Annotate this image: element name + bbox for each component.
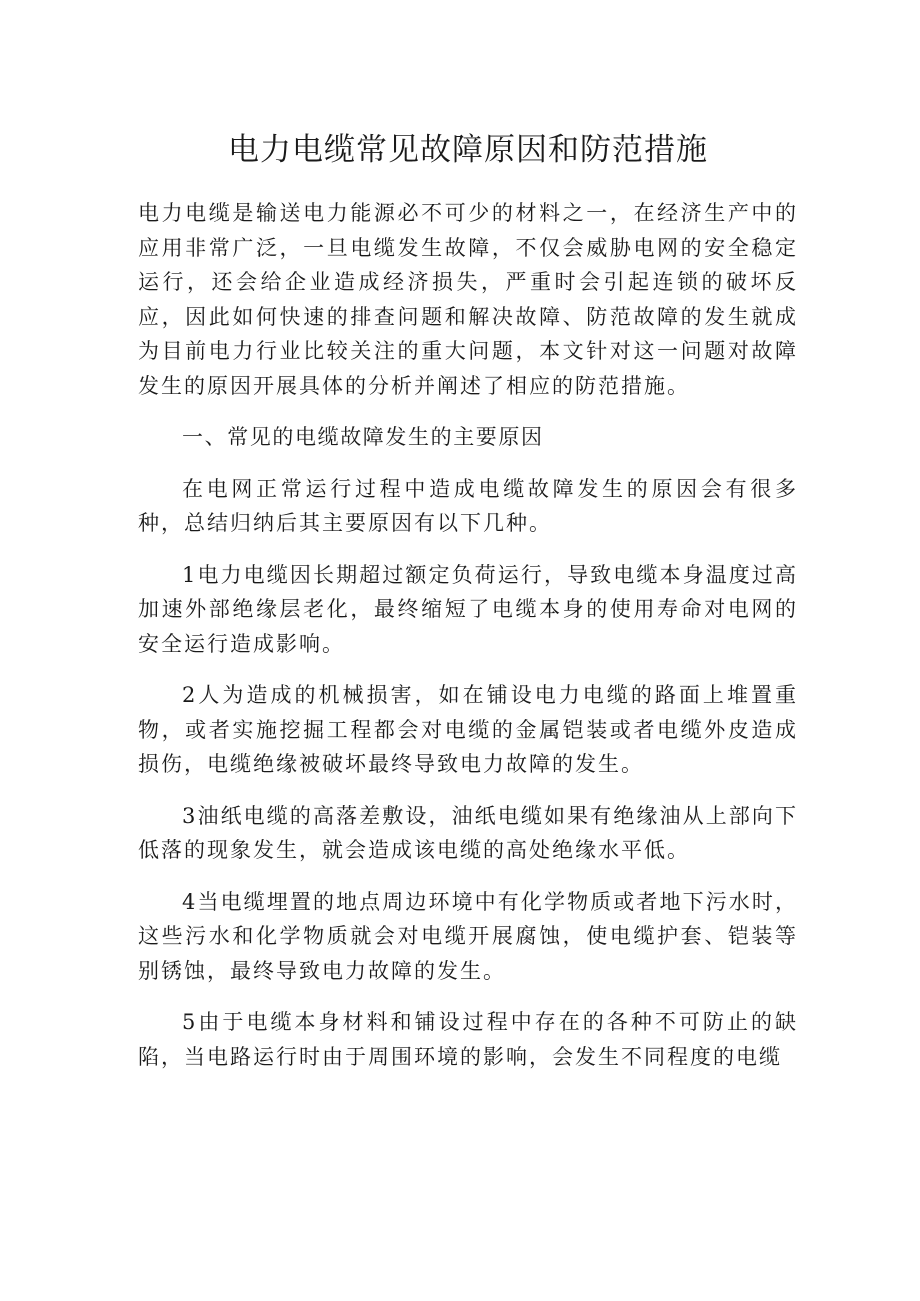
cause-item-2: 2人为造成的机械损害，如在铺设电力电缆的路面上堆置重物，或者实施挖掘工程都会对电缆的金属铠装或者电缆外皮造成损伤，电缆绝缘被破坏最终导致电力故障的发生。 <box>138 683 798 776</box>
section-lead-paragraph: 在电网正常运行过程中造成电缆故障发生的原因会有很多种，总结归纳后其主要原因有以下几种。 <box>138 476 798 535</box>
cause-item-1: 1电力电缆因长期超过额定负荷运行，导致电缆本身温度过高加速外部绝缘层老化，最终缩短了电缆本身的使用寿命对电网的安全运行造成影响。 <box>138 562 798 656</box>
cause-item-3: 3油纸电缆的高落差敷设，油纸电缆如果有绝缘油从上部向下低落的现象发生，就会造成该电缆的高处绝缘水平低。 <box>138 803 798 862</box>
document-page <box>138 128 798 1091</box>
section-heading: 一、常见的电缆故障发生的主要原因 <box>182 425 544 449</box>
cause-item-5: 5由于电缆本身材料和铺设过程中存在的各种不可防止的缺陷，当电路运行时由于周围环境的影响，会发生不同程度的电缆 <box>138 1010 798 1069</box>
document-title: 电力电缆常见故障原因和防范措施 <box>228 132 708 168</box>
intro-paragraph: 电力电缆是输送电力能源必不可少的材料之一，在经济生产中的应用非常广泛，一旦电缆发生故障，不仅会威胁电网的安全稳定运行，还会给企业造成经济损失，严重时会引起连锁的破坏反应，因此如何快速的排查问题和解决故障、防范故障的发生就成为目前电力行业比较关注的重大问题，本文针对这一问题对故障发生的原因开展具体的分析并阐述了相应的防范措施。 <box>138 201 798 398</box>
cause-item-4: 4当电缆埋置的地点周边环境中有化学物质或者地下污水时，这些污水和化学物质就会对电缆开展腐蚀，使电缆护套、铠装等别锈蚀，最终导致电力故障的发生。 <box>138 889 798 983</box>
